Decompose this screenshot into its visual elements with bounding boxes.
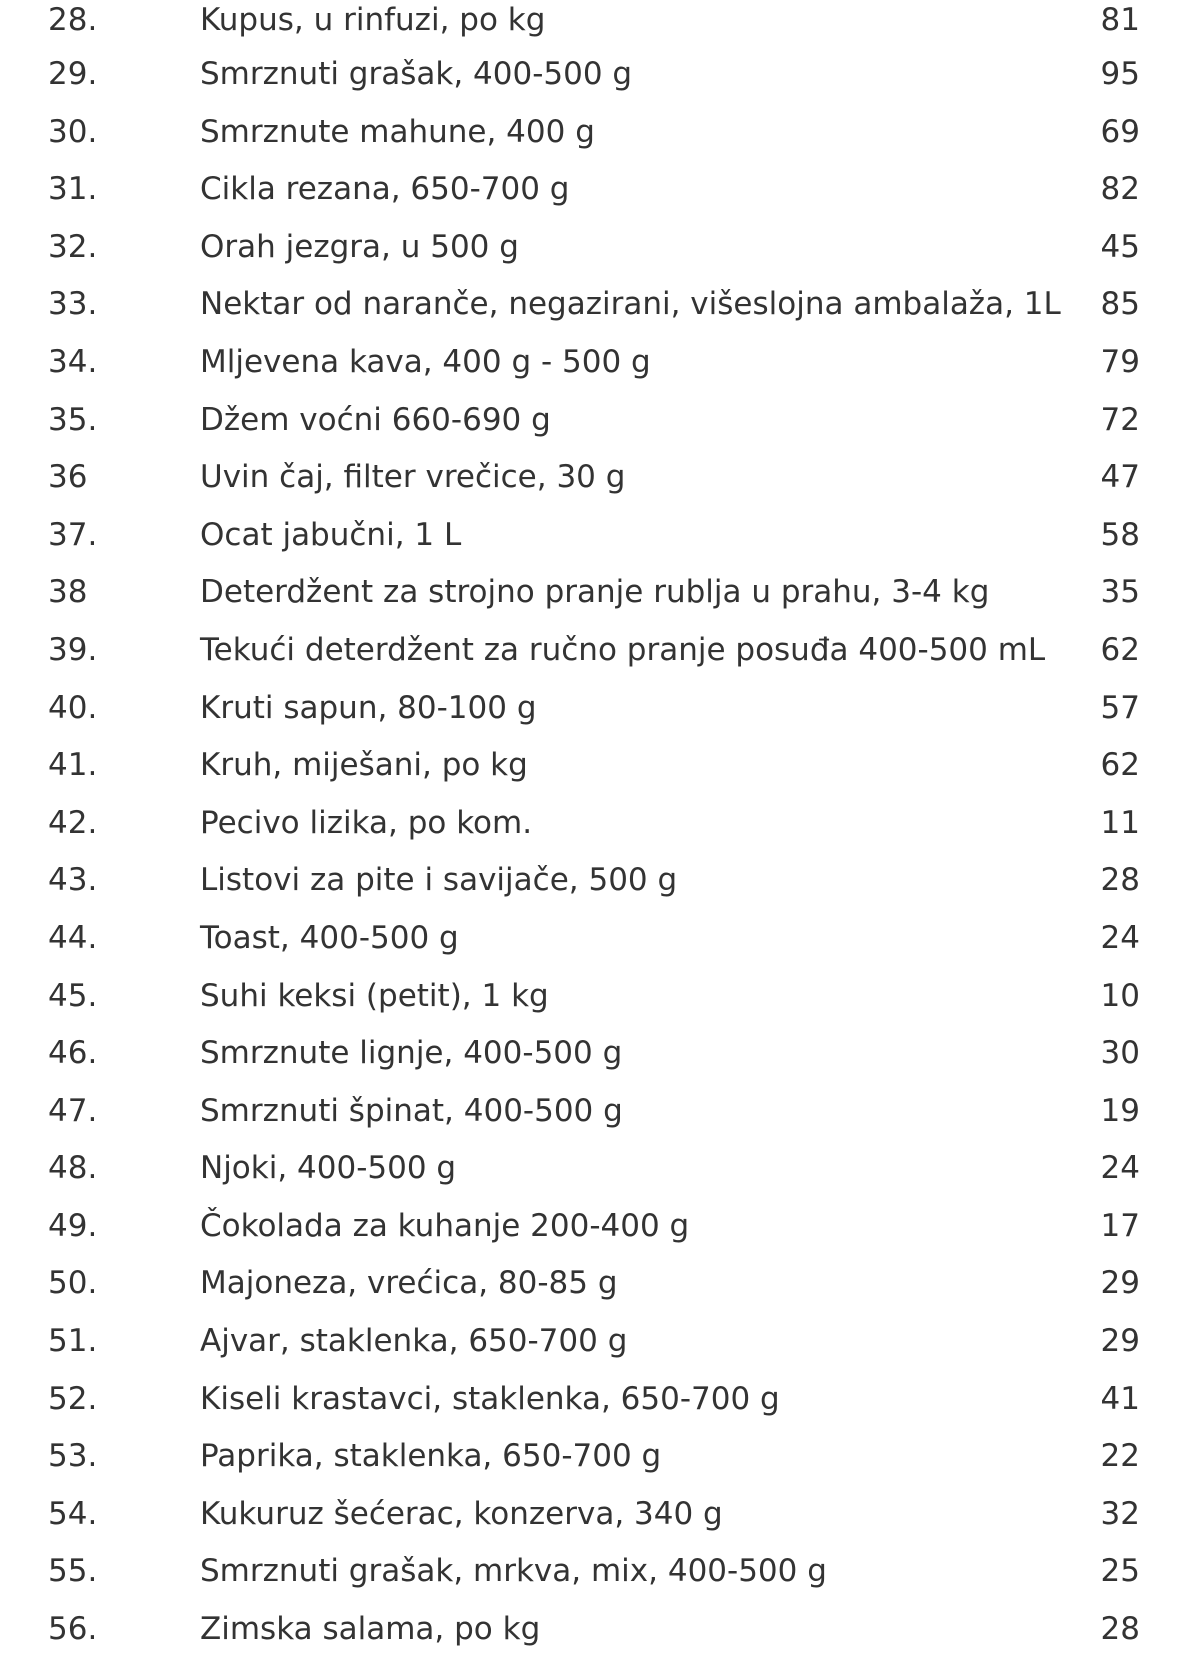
row-number: 35. <box>48 401 98 438</box>
item-name: Kruti sapun, 80-100 g <box>200 689 537 726</box>
row-number: 43. <box>48 862 98 899</box>
item-value: 79 <box>1100 343 1140 380</box>
row-number: 47. <box>48 1092 98 1129</box>
row-number: 33. <box>48 286 98 323</box>
row-number: 42. <box>48 804 98 841</box>
row-number: 54. <box>48 1495 98 1532</box>
table-row <box>0 449 1200 507</box>
row-number: 53. <box>48 1438 98 1475</box>
item-name: Tekući deterdžent za ručno pranje posuđa 400-500 mL <box>200 631 1046 668</box>
table-row <box>0 968 1200 1026</box>
table-row <box>0 795 1200 853</box>
row-number: 34. <box>48 343 98 380</box>
item-name: Listovi za pite i savijače, 500 g <box>200 862 678 899</box>
table-row <box>0 0 1200 46</box>
item-value: 57 <box>1100 689 1140 726</box>
item-name: Toast, 400-500 g <box>200 919 459 956</box>
item-name: Smrznuti grašak, 400-500 g <box>200 56 633 92</box>
item-value: 19 <box>1100 1092 1140 1129</box>
row-number: 36 <box>48 459 88 496</box>
item-name: Džem voćni 660-690 g <box>200 401 551 438</box>
row-number: 30. <box>48 113 98 150</box>
table-row <box>0 1313 1200 1371</box>
item-name: Uvin čaj, filter vrečice, 30 g <box>200 459 626 496</box>
row-number: 44. <box>48 919 98 956</box>
item-value: 17 <box>1100 1207 1140 1244</box>
item-value: 69 <box>1100 113 1140 150</box>
item-name: Cikla rezana, 650-700 g <box>200 171 570 208</box>
row-number: 32. <box>48 228 98 265</box>
item-value: 85 <box>1100 286 1140 323</box>
row-number: 46. <box>48 1035 98 1072</box>
item-value: 29 <box>1100 1265 1140 1302</box>
table-row <box>0 161 1200 219</box>
row-number: 37. <box>48 516 98 553</box>
item-value: 35 <box>1100 574 1140 611</box>
table-row <box>0 564 1200 622</box>
row-number: 48. <box>48 1150 98 1187</box>
item-name: Smrznute mahune, 400 g <box>200 113 595 150</box>
item-value: 47 <box>1100 459 1140 496</box>
item-name: Mljevena kava, 400 g - 500 g <box>200 343 651 380</box>
item-value: 32 <box>1100 1495 1140 1532</box>
item-name: Njoki, 400-500 g <box>200 1150 457 1187</box>
item-name: Majoneza, vrećica, 80-85 g <box>200 1265 618 1302</box>
item-name: Suhi keksi (petit), 1 kg <box>200 977 549 1014</box>
item-name: Kruh, miješani, po kg <box>200 747 528 784</box>
item-name: Čokolada za kuhanje 200-400 g <box>200 1207 690 1244</box>
table-row <box>0 1083 1200 1141</box>
row-number: 39. <box>48 631 98 668</box>
item-value: 28 <box>1100 862 1140 899</box>
table-row <box>0 1025 1200 1083</box>
table-row <box>0 276 1200 334</box>
row-number: 41. <box>48 747 98 784</box>
table-row <box>0 1371 1200 1429</box>
table-row <box>0 334 1200 392</box>
item-name: Deterdžent za strojno pranje rublja u prahu, 3-4 kg <box>200 574 990 611</box>
item-value: 81 <box>1100 2 1140 38</box>
item-name: Smrznuti grašak, mrkva, mix, 400-500 g <box>200 1553 827 1590</box>
row-number: 28. <box>48 2 98 38</box>
table-row <box>0 1198 1200 1256</box>
item-name: Smrznuti špinat, 400-500 g <box>200 1092 623 1129</box>
row-number: 45. <box>48 977 98 1014</box>
item-value: 58 <box>1100 516 1140 553</box>
row-number: 52. <box>48 1380 98 1417</box>
item-value: 95 <box>1100 56 1140 92</box>
row-number: 31. <box>48 171 98 208</box>
item-value: 41 <box>1100 1380 1140 1417</box>
item-value: 25 <box>1100 1553 1140 1590</box>
item-value: 28 <box>1100 1611 1140 1648</box>
table-row <box>0 680 1200 738</box>
item-value: 45 <box>1100 228 1140 265</box>
table-row <box>0 1486 1200 1544</box>
row-number: 49. <box>48 1207 98 1244</box>
row-number: 38 <box>48 574 88 611</box>
item-value: 24 <box>1100 1150 1140 1187</box>
row-number: 51. <box>48 1323 98 1360</box>
item-name: Kukuruz šećerac, konzerva, 340 g <box>200 1495 723 1532</box>
item-name: Paprika, staklenka, 650-700 g <box>200 1438 662 1475</box>
table-row <box>0 910 1200 968</box>
table-row <box>0 1255 1200 1313</box>
table-row <box>0 1543 1200 1601</box>
row-number: 56. <box>48 1611 98 1648</box>
table-row <box>0 622 1200 680</box>
item-name: Kupus, u rinfuzi, po kg <box>200 2 546 38</box>
item-name: Smrznute lignje, 400-500 g <box>200 1035 623 1072</box>
table-row <box>0 104 1200 162</box>
table-row <box>0 392 1200 450</box>
item-value: 11 <box>1100 804 1140 841</box>
row-number: 50. <box>48 1265 98 1302</box>
item-value: 22 <box>1100 1438 1140 1475</box>
row-number: 55. <box>48 1553 98 1590</box>
item-value: 30 <box>1100 1035 1140 1072</box>
table-row <box>0 219 1200 277</box>
table-row <box>0 46 1200 104</box>
item-name: Orah jezgra, u 500 g <box>200 228 519 265</box>
item-value: 82 <box>1100 171 1140 208</box>
item-name: Kiseli krastavci, staklenka, 650-700 g <box>200 1380 780 1417</box>
table-row <box>0 1428 1200 1486</box>
item-value: 62 <box>1100 747 1140 784</box>
table-row <box>0 507 1200 565</box>
item-value: 72 <box>1100 401 1140 438</box>
item-value: 62 <box>1100 631 1140 668</box>
item-value: 29 <box>1100 1323 1140 1360</box>
table-row <box>0 852 1200 910</box>
item-name: Pecivo lizika, po kom. <box>200 804 533 841</box>
item-name: Ajvar, staklenka, 650-700 g <box>200 1323 628 1360</box>
item-value: 10 <box>1100 977 1140 1014</box>
item-name: Zimska salama, po kg <box>200 1611 541 1648</box>
item-name: Ocat jabučni, 1 L <box>200 516 462 553</box>
row-number: 29. <box>48 56 98 92</box>
table-row <box>0 737 1200 795</box>
row-number: 40. <box>48 689 98 726</box>
table-row <box>0 1140 1200 1198</box>
table-row <box>0 1601 1200 1659</box>
item-value: 24 <box>1100 919 1140 956</box>
item-name: Nektar od naranče, negazirani, višeslojna ambalaža, 1L <box>200 286 1061 323</box>
